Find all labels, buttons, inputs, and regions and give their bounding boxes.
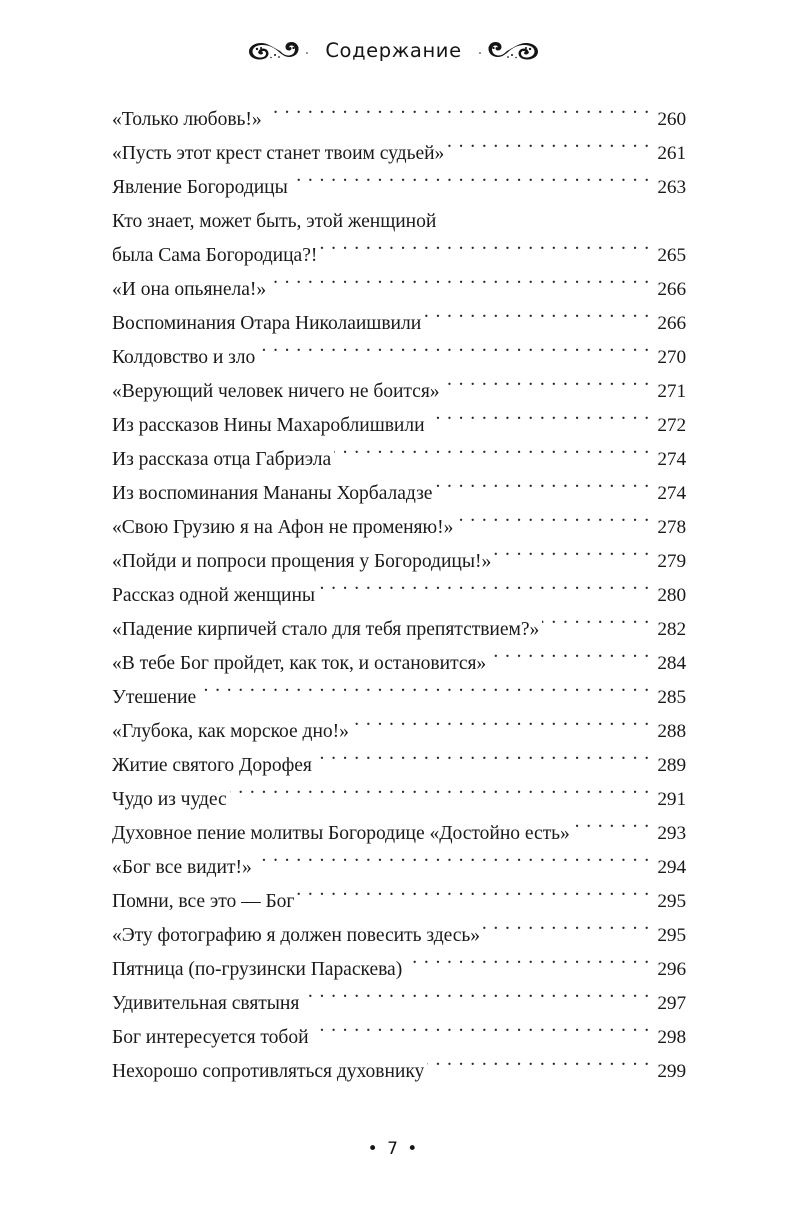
toc-entry[interactable] (112, 171, 686, 205)
toc-entry-title: «Верующий человек ничего не боится» (112, 381, 440, 402)
toc-entry-title: «В тебе Бог пройдет, как ток, и остановится» (112, 653, 487, 674)
toc-entry-title: «Пусть этот крест станет твоим судьей» (112, 143, 445, 164)
toc-page-number: 271 (657, 381, 686, 402)
dot-leader (265, 105, 650, 125)
toc-page-number: 270 (657, 347, 686, 368)
toc-page-number: 274 (657, 483, 686, 504)
dot-leader (315, 751, 650, 771)
dot-leader (258, 343, 650, 363)
toc-row[interactable] (112, 375, 686, 409)
toc-row[interactable] (112, 1055, 686, 1089)
toc-entry[interactable] (112, 375, 686, 409)
dot-leader (428, 411, 650, 431)
toc-row[interactable] (112, 545, 686, 579)
toc-row[interactable] (112, 647, 686, 681)
toc-page-number: 266 (657, 313, 686, 334)
toc-entry[interactable] (112, 749, 686, 783)
dot-leader (542, 615, 650, 635)
dot-leader (427, 1057, 650, 1077)
toc-row[interactable] (112, 137, 686, 171)
toc-entry[interactable] (112, 579, 686, 613)
page-footer (0, 1139, 787, 1159)
dot-leader (489, 649, 650, 669)
dot-leader (424, 309, 650, 329)
toc-entry[interactable] (112, 919, 686, 953)
toc-entry[interactable] (112, 851, 686, 885)
toc-entry-title: Колдовство и зло (112, 347, 256, 368)
toc-page-number: 285 (657, 687, 686, 708)
toc-entry-title: «Свою Грузию я на Афон не променяю!» (112, 517, 454, 538)
flourish-ornament-icon (246, 38, 312, 64)
toc-row[interactable] (112, 749, 686, 783)
page-title: Содержание (325, 39, 462, 63)
toc-entry-title: Из воспоминания Мананы Хорбаладзе (112, 483, 433, 504)
dot-leader (318, 581, 650, 601)
toc-row[interactable] (112, 919, 686, 953)
toc-entry[interactable] (112, 817, 686, 851)
toc-page-number: 284 (657, 653, 686, 674)
toc-row[interactable] (112, 987, 686, 1021)
toc-page-number: 278 (657, 517, 686, 538)
dot-leader (230, 785, 650, 805)
toc-entry-title: Чудо из чудес (112, 789, 227, 810)
dot-leader (320, 241, 650, 261)
toc-page-number: 296 (657, 959, 686, 980)
dot-leader (255, 853, 650, 873)
toc-page-number: 291 (657, 789, 686, 810)
toc-entry[interactable] (112, 477, 686, 511)
toc-entry[interactable] (112, 103, 686, 137)
toc-entry[interactable] (112, 443, 686, 477)
toc-page-number: 279 (657, 551, 686, 572)
toc-row[interactable] (112, 851, 686, 885)
toc-entry[interactable] (112, 545, 686, 579)
toc-entry[interactable] (112, 511, 686, 545)
toc-entry[interactable] (112, 273, 686, 307)
toc-entry-title: Утешение (112, 687, 197, 708)
toc-page-number: 294 (657, 857, 686, 878)
toc-page-number: 261 (657, 143, 686, 164)
toc-entry-title: Кто знает, может быть, этой женщиной (112, 211, 437, 232)
dot-leader (269, 275, 650, 295)
toc-page-number: 272 (657, 415, 686, 436)
toc-row[interactable] (112, 613, 686, 647)
toc-row[interactable] (112, 409, 686, 443)
toc-entry-title: Удивительная святыня (112, 993, 300, 1014)
toc-entry-title: Бог интересуется тобой (112, 1027, 309, 1048)
page-header (0, 34, 787, 68)
toc-row[interactable] (112, 273, 686, 307)
dot-leader (447, 139, 650, 159)
dot-leader (312, 1023, 650, 1043)
toc-entry-title: Житие святого Дорофея (112, 755, 312, 776)
toc-entry-title: Помни, все это — Бог (112, 891, 295, 912)
toc-page-number: 293 (657, 823, 686, 844)
toc-entry-title: Из рассказов Нины Махароблишвили (112, 415, 425, 436)
toc-row[interactable] (112, 511, 686, 545)
toc-row[interactable] (112, 579, 686, 613)
dot-leader (435, 479, 650, 499)
toc-page-number: 299 (657, 1061, 686, 1082)
toc-row[interactable] (112, 103, 686, 137)
dot-leader (405, 955, 650, 975)
toc-page-number: 298 (657, 1027, 686, 1048)
toc-page-number: 289 (657, 755, 686, 776)
toc-entry-title: «И она опьянела!» (112, 279, 267, 300)
toc-row[interactable] (112, 681, 686, 715)
toc-entry[interactable] (112, 409, 686, 443)
toc-page-number: 282 (657, 619, 686, 640)
toc-entry-title: Явление Богородицы (112, 177, 288, 198)
toc-entry[interactable] (112, 681, 686, 715)
dot-leader (483, 921, 650, 941)
toc-row[interactable] (112, 171, 686, 205)
toc-page-number: 295 (657, 925, 686, 946)
table-of-contents (112, 103, 686, 1089)
dot-leader (334, 445, 650, 465)
toc-row[interactable] (112, 783, 686, 817)
toc-entry[interactable] (112, 205, 686, 273)
toc-entry-title: Воспоминания Отара Николаишвили (112, 313, 422, 334)
dot-leader (302, 989, 650, 1009)
toc-page-number: 265 (657, 245, 686, 266)
dot-leader (352, 717, 650, 737)
toc-entry-title: «Падение кирпичей стало для тебя препятствием?» (112, 619, 540, 640)
toc-entry-title: Духовное пение молитвы Богородице «Достойно есть» (112, 823, 570, 844)
toc-entry[interactable] (112, 341, 686, 375)
toc-row[interactable] (112, 885, 686, 919)
toc-entry-title: «Только любовь!» (112, 109, 262, 130)
toc-row-continued[interactable] (112, 205, 686, 239)
toc-row[interactable] (112, 307, 686, 341)
flourish-ornament-icon (475, 38, 541, 64)
toc-entry[interactable] (112, 715, 686, 749)
toc-entry[interactable] (112, 647, 686, 681)
toc-page-number: 263 (657, 177, 686, 198)
toc-entry[interactable] (112, 1055, 686, 1089)
toc-page-number: 297 (657, 993, 686, 1014)
toc-entry-title: Рассказ одной женщины (112, 585, 316, 606)
toc-entry[interactable] (112, 137, 686, 171)
toc-entry[interactable] (112, 307, 686, 341)
toc-entry-title: «Пойди и попроси прощения у Богородицы!» (112, 551, 492, 572)
toc-page-number: 274 (657, 449, 686, 470)
toc-entry[interactable] (112, 953, 686, 987)
toc-entry-title: «Глубока, как морское дно!» (112, 721, 349, 742)
toc-page-number: 288 (657, 721, 686, 742)
toc-entry-title: «Эту фотографию я должен повесить здесь» (112, 925, 481, 946)
folio-number: • 7 • (367, 1139, 420, 1159)
toc-row[interactable] (112, 341, 686, 375)
toc-row[interactable] (112, 1021, 686, 1055)
toc-page-number: 295 (657, 891, 686, 912)
dot-leader (199, 683, 650, 703)
toc-row[interactable] (112, 953, 686, 987)
dot-leader (573, 819, 650, 839)
toc-entry[interactable] (112, 987, 686, 1021)
dot-leader (297, 887, 650, 907)
toc-row[interactable] (112, 477, 686, 511)
toc-row[interactable] (112, 817, 686, 851)
toc-page-number: 260 (657, 109, 686, 130)
toc-entry-title: Из рассказа отца Габриэла (112, 449, 332, 470)
toc-row[interactable] (112, 239, 686, 273)
toc-row[interactable] (112, 443, 686, 477)
toc-entry-title: была Сама Богородица?! (112, 245, 318, 266)
toc-entry[interactable] (112, 783, 686, 817)
dot-leader (443, 377, 650, 397)
toc-entry[interactable] (112, 885, 686, 919)
toc-entry-title: Нехорошо сопротивляться духовнику (112, 1061, 425, 1082)
toc-entry-title: Пятница (по-грузински Параскева) (112, 959, 403, 980)
toc-entry[interactable] (112, 1021, 686, 1055)
dot-leader (291, 173, 650, 193)
toc-entry[interactable] (112, 613, 686, 647)
toc-entry-title: «Бог все видит!» (112, 857, 252, 878)
toc-page-number: 280 (657, 585, 686, 606)
toc-row[interactable] (112, 715, 686, 749)
dot-leader (456, 513, 650, 533)
toc-page-number: 266 (657, 279, 686, 300)
dot-leader (494, 547, 650, 567)
